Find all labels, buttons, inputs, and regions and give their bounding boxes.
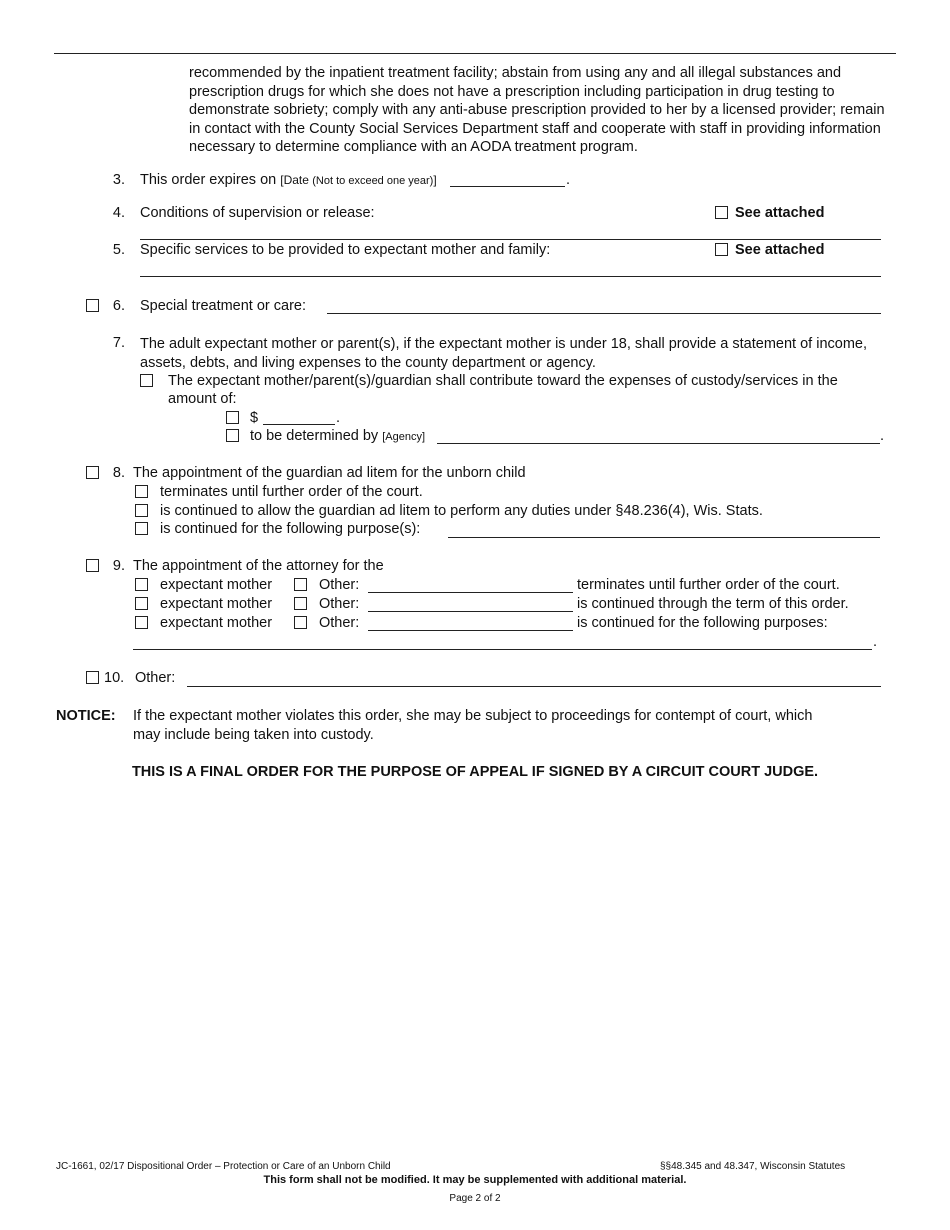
attorney-row-2-outcome: is continued through the term of this order. <box>577 596 849 612</box>
item-5-number: 5. <box>112 242 125 258</box>
item-9-checkbox[interactable] <box>86 559 99 572</box>
item-10-checkbox[interactable] <box>86 671 99 684</box>
gal-option-continue-duties: is continued to allow the guardian ad litem to perform any duties under §48.236(4), Wis. Stats. <box>160 503 763 519</box>
item-7-text: The adult expectant mother or parent(s), if the expectant mother is under 18, shall provide a statement of income, assets, debts, and living expenses to the county department or agency. <box>140 336 867 371</box>
attorney-row-1-mother-label: expectant mother <box>160 577 273 593</box>
notice-text-line-1: If the expectant mother violates this order, she may be subject to proceedings for contempt of court, which <box>133 708 813 724</box>
other-field[interactable] <box>187 686 881 687</box>
date-label: [Date <box>280 173 309 187</box>
gal-terminate-checkbox[interactable] <box>135 485 148 498</box>
contribute-line-2: amount of: <box>168 391 237 407</box>
gal-option-terminate: terminates until further order of the court. <box>160 484 423 500</box>
gal-continue-purpose-checkbox[interactable] <box>135 522 148 535</box>
determined-by-label <box>250 428 425 444</box>
item-3-number: 3. <box>112 172 125 188</box>
item-9-end: . <box>873 634 878 650</box>
item-3-end: . <box>566 172 571 188</box>
item-3-text <box>140 172 437 188</box>
notice-text-line-2: may include being taken into custody. <box>133 727 374 743</box>
final-order-statement: THIS IS A FINAL ORDER FOR THE PURPOSE OF APPEAL IF SIGNED BY A CIRCUIT COURT JUDGE. <box>131 764 819 780</box>
item-10-number: 10. <box>104 670 125 686</box>
item-4-label: Conditions of supervision or release: <box>140 205 375 221</box>
gal-purpose-field[interactable] <box>448 537 880 538</box>
agency-hint: [Agency] <box>382 431 426 443</box>
attorney-row-1-other-field[interactable] <box>368 592 573 593</box>
dollar-amount-checkbox[interactable] <box>226 411 239 424</box>
item-5-label: Specific services to be provided to expectant mother and family: <box>140 242 551 258</box>
attorney-row-3-other-checkbox[interactable] <box>294 616 307 629</box>
notice-label: NOTICE: <box>56 708 116 724</box>
top-rule <box>54 53 896 54</box>
attorney-row-3-other-label: Other: <box>319 615 360 631</box>
attorney-row-1-mother-checkbox[interactable] <box>135 578 148 591</box>
item-9-number: 9. <box>112 558 125 574</box>
item-3-label: This order expires on <box>140 172 277 188</box>
dollar-amount-field[interactable] <box>263 424 335 425</box>
attorney-row-2-mother-label: expectant mother <box>160 596 273 612</box>
attorney-row-3-outcome: is continued for the following purposes: <box>577 615 828 631</box>
item-5-see-attached-checkbox[interactable] <box>715 243 728 256</box>
expiration-date-field[interactable] <box>450 186 565 187</box>
item-7-number: 7. <box>112 335 125 351</box>
attorney-purposes-field[interactable] <box>133 649 872 650</box>
agency-field[interactable] <box>437 443 880 444</box>
item-5-see-attached-label: See attached <box>735 242 825 258</box>
attorney-row-3-mother-label: expectant mother <box>160 615 273 631</box>
item-4-number: 4. <box>112 205 125 221</box>
item-8-checkbox[interactable] <box>86 466 99 479</box>
footer-form-id: JC-1661, 02/17 Dispositional Order – Protection or Care of an Unborn Child <box>56 1161 391 1172</box>
item-6-checkbox[interactable] <box>86 299 99 312</box>
item-4-line[interactable] <box>140 239 881 240</box>
page-number: Page 2 of 2 <box>449 1193 501 1204</box>
contribute-checkbox[interactable] <box>140 374 153 387</box>
attorney-row-3-mother-checkbox[interactable] <box>135 616 148 629</box>
item-6-number: 6. <box>112 298 125 314</box>
date-close: ] <box>433 173 437 187</box>
attorney-row-3-other-field[interactable] <box>368 630 573 631</box>
footer-statutes: §§48.345 and 48.347, Wisconsin Statutes <box>660 1161 846 1172</box>
item-4-see-attached-label: See attached <box>735 205 825 221</box>
dollar-end: . <box>336 410 341 426</box>
attorney-row-2-other-field[interactable] <box>368 611 573 612</box>
footer-warning: This form shall not be modified. It may be supplemented with additional material. <box>263 1174 687 1186</box>
attorney-row-1-other-label: Other: <box>319 577 360 593</box>
attorney-row-1-outcome: terminates until further order of the court. <box>577 577 840 593</box>
dollar-sign: $ <box>250 410 259 426</box>
item-8-number: 8. <box>112 465 125 481</box>
item-5-line[interactable] <box>140 276 881 277</box>
determined-by-checkbox[interactable] <box>226 429 239 442</box>
item-10-label: Other: <box>135 670 176 686</box>
item-6-label: Special treatment or care: <box>140 298 307 314</box>
determined-by-text: to be determined by <box>250 428 379 444</box>
attorney-row-2-other-label: Other: <box>319 596 360 612</box>
attorney-row-1-other-checkbox[interactable] <box>294 578 307 591</box>
gal-option-continue-purpose: is continued for the following purpose(s): <box>160 521 421 537</box>
attorney-row-2-mother-checkbox[interactable] <box>135 597 148 610</box>
special-treatment-field[interactable] <box>327 313 881 314</box>
item-8-text: The appointment of the guardian ad litem for the unborn child <box>133 465 526 481</box>
item-4-see-attached-checkbox[interactable] <box>715 206 728 219</box>
gal-continue-duties-checkbox[interactable] <box>135 504 148 517</box>
item-9-text: The appointment of the attorney for the <box>133 558 384 574</box>
contribute-line-1: The expectant mother/parent(s)/guardian shall contribute toward the expenses of custody/services in the <box>168 373 838 389</box>
date-hint: (Not to exceed one year) <box>312 175 434 187</box>
attorney-row-2-other-checkbox[interactable] <box>294 597 307 610</box>
continued-paragraph: recommended by the inpatient treatment facility; abstain from using any and all illegal substances and prescription drugs for which she does not have a prescription including participation in drug testing to demonstrate sobriety; comply with any anti-abuse prescription provided to her by a licensed provider; remain in contact with the County Social Services Department staff and cooperate with staff in providing information necessary to determine compliance with an AODA treatment program. <box>189 65 885 155</box>
agency-end: . <box>880 428 885 444</box>
